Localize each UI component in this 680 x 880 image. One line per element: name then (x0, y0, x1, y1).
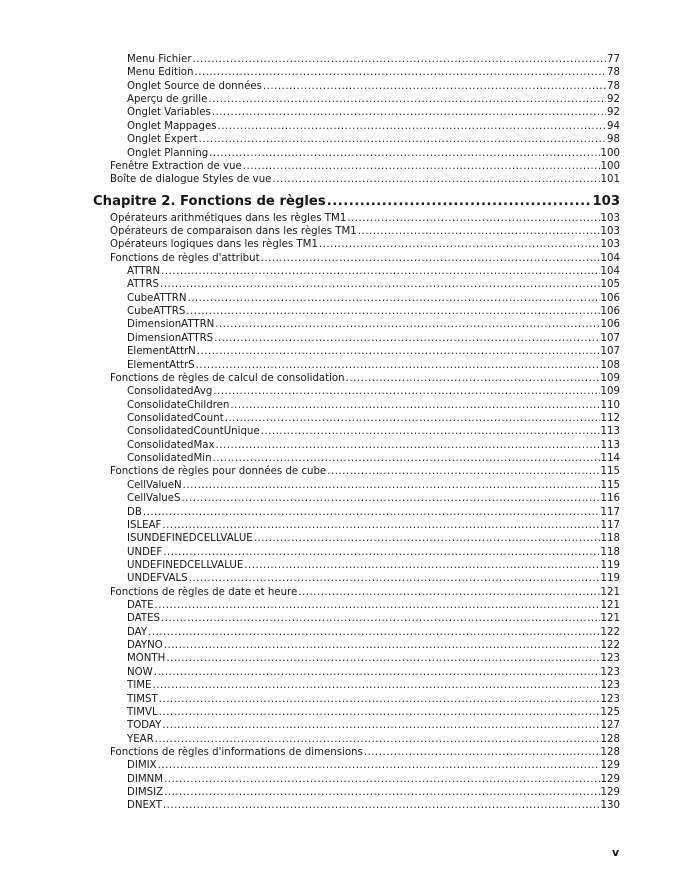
toc-entry-page: 123 (600, 666, 620, 678)
toc-entry-title: DB (127, 506, 142, 518)
toc-entry-page: 116 (600, 493, 620, 505)
dot-leader (215, 318, 599, 331)
dot-leader (159, 706, 600, 719)
toc-entry-title: ElementAttrN (127, 346, 196, 358)
dot-leader (364, 746, 600, 759)
toc-entry-page: 129 (600, 760, 620, 772)
toc-entry[interactable] (93, 106, 620, 119)
dot-leader (208, 93, 606, 106)
dot-leader (272, 173, 599, 186)
toc-entry-page: 112 (600, 412, 620, 424)
dot-leader (327, 193, 592, 211)
dot-leader (197, 345, 600, 358)
toc-entry[interactable] (93, 53, 620, 66)
toc-entry-title: CubeATTRN (127, 292, 187, 304)
dot-leader (199, 133, 606, 146)
dot-leader (196, 359, 600, 372)
dot-leader (161, 265, 599, 278)
toc-entry[interactable] (93, 706, 620, 719)
dot-leader (194, 66, 606, 79)
dot-leader (298, 586, 599, 599)
toc-entry[interactable] (93, 506, 620, 519)
toc-entry[interactable] (93, 599, 620, 612)
toc-entry-page: 114 (600, 453, 620, 465)
dot-leader (230, 399, 599, 412)
toc-entry-page: 98 (607, 134, 620, 146)
toc-entry-page: 121 (600, 586, 620, 598)
toc-entry-page: 109 (600, 386, 620, 398)
toc-entry[interactable] (93, 399, 620, 412)
toc-entry-title: MONTH (127, 653, 166, 665)
dot-leader (155, 733, 600, 746)
toc-entry-title: ISLEAF (127, 519, 162, 531)
toc-entry[interactable] (93, 425, 620, 438)
toc-entry[interactable] (93, 639, 620, 652)
toc-entry-title: UNDEF (127, 546, 163, 558)
dot-leader (162, 519, 599, 532)
table-of-contents (93, 53, 620, 813)
toc-entry-page: 125 (600, 706, 620, 718)
toc-entry-page: 106 (600, 306, 620, 318)
toc-entry-title: Fonctions de règles de date et heure (110, 586, 298, 598)
toc-entry-page: 92 (607, 94, 620, 106)
toc-entry-title: YEAR (127, 733, 154, 745)
toc-entry[interactable] (93, 212, 620, 225)
dot-leader (261, 425, 600, 438)
dot-leader (216, 439, 600, 452)
dot-leader (143, 506, 600, 519)
toc-entry[interactable] (93, 305, 620, 318)
dot-leader (163, 799, 600, 812)
toc-entry-page: 100 (600, 147, 620, 159)
toc-entry-title: Onglet Mappages (127, 120, 217, 132)
toc-entry-page: 104 (600, 266, 620, 278)
toc-entry-title: ConsolidateChildren (127, 399, 230, 411)
toc-entry[interactable] (93, 318, 620, 331)
toc-entry[interactable] (93, 332, 620, 345)
toc-entry[interactable] (93, 225, 620, 238)
toc-entry-title: DIMNM (127, 773, 164, 785)
dot-leader (254, 532, 600, 545)
toc-entry-title: Onglet Planning (127, 147, 209, 159)
toc-entry-page: 130 (600, 800, 620, 812)
dot-leader (183, 479, 600, 492)
toc-entry[interactable] (93, 252, 620, 265)
toc-entry-page: 106 (600, 319, 620, 331)
toc-entry-title: DATE (127, 600, 154, 612)
dot-leader (347, 212, 599, 225)
toc-entry-title: CubeATTRS (127, 306, 186, 318)
toc-entry-page: 121 (600, 600, 620, 612)
toc-entry-title: DAYNO (127, 640, 163, 652)
toc-entry[interactable] (93, 147, 620, 160)
toc-entry-title: Opérateurs logiques dans les règles TM1 (110, 239, 318, 251)
dot-leader (162, 719, 599, 732)
page-number: v (612, 846, 620, 859)
toc-entry-page: 109 (600, 372, 620, 384)
toc-entry[interactable] (93, 238, 620, 251)
toc-entry-page: 123 (600, 680, 620, 692)
toc-entry[interactable] (93, 799, 620, 812)
toc-entry[interactable] (93, 292, 620, 305)
toc-entry[interactable] (93, 265, 620, 278)
toc-entry-title: Onglet Variables (127, 107, 211, 119)
toc-entry-page: 122 (600, 626, 620, 638)
dot-leader (225, 412, 600, 425)
toc-entry-page: 115 (600, 479, 620, 491)
toc-entry-page: 119 (600, 559, 620, 571)
toc-entry-title: CellValueN (127, 479, 182, 491)
toc-entry-title: Fonctions de règles de calcul de consolidation (110, 372, 345, 384)
toc-entry-title: Fonctions de règles d'informations de dimensions (110, 746, 363, 758)
toc-entry-page: 121 (600, 613, 620, 625)
dot-leader (193, 53, 607, 66)
dot-leader (158, 759, 600, 772)
toc-entry[interactable] (93, 626, 620, 639)
toc-entry[interactable] (93, 519, 620, 532)
toc-entry-page: 107 (600, 332, 620, 344)
toc-entry-page: 92 (607, 107, 620, 119)
toc-entry[interactable] (93, 612, 620, 625)
dot-leader (164, 786, 599, 799)
dot-leader (218, 120, 607, 133)
dot-leader (163, 546, 599, 559)
toc-entry-title: DimensionATTRN (127, 319, 215, 331)
toc-entry-title: DNEXT (127, 800, 162, 812)
toc-entry-page: 103 (592, 193, 620, 209)
toc-entry-page: 103 (600, 225, 620, 237)
toc-entry-page: 106 (600, 292, 620, 304)
toc-entry-page: 129 (600, 787, 620, 799)
dot-leader (263, 80, 606, 93)
toc-entry-title: Aperçu de grille (127, 94, 208, 106)
toc-entry[interactable] (93, 439, 620, 452)
dot-leader (213, 452, 600, 465)
toc-entry-page: 117 (600, 506, 620, 518)
dot-leader (186, 305, 599, 318)
toc-entry[interactable] (93, 479, 620, 492)
toc-entry[interactable] (93, 452, 620, 465)
toc-entry-title: TIME (127, 680, 152, 692)
toc-entry-page: 127 (600, 720, 620, 732)
toc-entry-page: 107 (600, 346, 620, 358)
toc-entry[interactable] (93, 66, 620, 79)
toc-entry-page: 123 (600, 653, 620, 665)
toc-entry-title: Opérateurs de comparaison dans les règles TM1 (110, 225, 357, 237)
toc-entry-title: ElementAttrS (127, 359, 195, 371)
toc-entry-title: Opérateurs arithmétiques dans les règles TM1 (110, 212, 347, 224)
toc-entry-page: 103 (600, 212, 620, 224)
dot-leader (161, 612, 600, 625)
dot-leader (187, 292, 599, 305)
toc-entry-page: 100 (600, 160, 620, 172)
toc-entry-page: 122 (600, 640, 620, 652)
toc-entry-title: ConsolidatedCount (127, 412, 224, 424)
toc-entry[interactable] (93, 679, 620, 692)
toc-entry-title: ConsolidatedMax (127, 439, 215, 451)
toc-entry-title: Chapitre 2. Fonctions de règles (93, 193, 326, 209)
toc-entry[interactable] (93, 465, 620, 478)
toc-entry-title: Boîte de dialogue Styles de vue (110, 174, 272, 186)
toc-entry-page: 117 (600, 519, 620, 531)
toc-entry[interactable] (93, 532, 620, 545)
dot-leader (166, 652, 599, 665)
toc-entry[interactable] (93, 412, 620, 425)
toc-entry-title: TODAY (127, 720, 162, 732)
toc-entry-page: 118 (600, 546, 620, 558)
toc-entry[interactable] (93, 693, 620, 706)
toc-entry-title: Fonctions de règles d'attribut (110, 252, 260, 264)
dot-leader (261, 252, 600, 265)
toc-entry[interactable] (93, 93, 620, 106)
toc-entry-page: 78 (607, 80, 620, 92)
dot-leader (152, 679, 599, 692)
toc-entry-title: NOW (127, 666, 153, 678)
dot-leader (148, 626, 599, 639)
dot-leader (164, 639, 600, 652)
toc-entry[interactable] (93, 345, 620, 358)
toc-entry-page: 123 (600, 693, 620, 705)
toc-entry-page: 110 (600, 399, 620, 411)
toc-entry[interactable] (93, 492, 620, 505)
toc-entry-page: 104 (600, 252, 620, 264)
dot-leader (154, 666, 600, 679)
toc-entry-title: ATTRN (127, 266, 161, 278)
toc-entry[interactable] (93, 385, 620, 398)
toc-entry[interactable] (93, 652, 620, 665)
toc-entry[interactable] (93, 359, 620, 372)
toc-entry[interactable] (93, 786, 620, 799)
toc-entry-title: ConsolidatedAvg (127, 386, 213, 398)
toc-entry[interactable] (93, 666, 620, 679)
toc-entry-page: 128 (600, 733, 620, 745)
toc-entry-title: UNDEFINEDCELLVALUE (127, 559, 244, 571)
toc-entry-page: 105 (600, 279, 620, 291)
toc-entry-page: 113 (600, 426, 620, 438)
toc-entry[interactable] (93, 80, 620, 93)
toc-entry-title: ATTRS (127, 279, 159, 291)
toc-entry-title: UNDEFVALS (127, 573, 188, 585)
dot-leader (164, 773, 599, 786)
dot-leader (212, 106, 606, 119)
toc-entry-title: DAY (127, 626, 148, 638)
toc-entry[interactable] (93, 586, 620, 599)
dot-leader (159, 693, 600, 706)
toc-entry[interactable] (93, 759, 620, 772)
dot-leader (209, 147, 599, 160)
toc-entry-title: Menu Fichier (127, 54, 192, 65)
dot-leader (319, 238, 600, 251)
dot-leader (213, 385, 599, 398)
toc-entry-title: DIMIX (127, 760, 157, 772)
toc-entry-page: 119 (600, 573, 620, 585)
toc-entry-title: Menu Edition (127, 67, 194, 79)
toc-entry-page: 128 (600, 746, 620, 758)
toc-entry-page: 101 (600, 174, 620, 186)
toc-entry[interactable] (93, 372, 620, 385)
toc-entry[interactable] (93, 120, 620, 133)
toc-entry-title: CellValueS (127, 493, 181, 505)
toc-entry[interactable] (93, 133, 620, 146)
dot-leader (327, 465, 599, 478)
toc-entry[interactable] (93, 773, 620, 786)
toc-entry-title: ISUNDEFINEDCELLVALUE (127, 533, 253, 545)
dot-leader (155, 599, 600, 612)
toc-entry[interactable] (93, 719, 620, 732)
toc-entry[interactable] (93, 746, 620, 759)
toc-entry-title: ConsolidatedMin (127, 453, 212, 465)
toc-entry[interactable] (93, 173, 620, 186)
toc-entry-title: ConsolidatedCountUnique (127, 426, 260, 438)
toc-entry-title: DimensionATTRS (127, 332, 214, 344)
dot-leader (160, 278, 600, 291)
toc-entry-title: Onglet Expert (127, 134, 198, 146)
toc-entry-title: Fenêtre Extraction de vue (110, 160, 242, 172)
dot-leader (214, 332, 599, 345)
dot-leader (189, 572, 600, 585)
toc-entry-page: 78 (607, 67, 620, 79)
toc-entry[interactable] (93, 572, 620, 585)
toc-entry[interactable] (93, 559, 620, 572)
dot-leader (358, 225, 600, 238)
dot-leader (346, 372, 600, 385)
toc-entry-page: 108 (600, 359, 620, 371)
toc-entry-title: TIMST (127, 693, 158, 705)
dot-leader (243, 160, 600, 173)
toc-entry-title: TIMVL (127, 706, 158, 718)
dot-leader (244, 559, 599, 572)
toc-entry-title: Fonctions de règles pour données de cube (110, 466, 327, 478)
toc-entry-page: 94 (607, 120, 620, 132)
toc-entry-page: 115 (600, 466, 620, 478)
toc-entry-page: 129 (600, 773, 620, 785)
toc-entry[interactable] (93, 278, 620, 291)
toc-entry-page: 77 (607, 54, 620, 65)
toc-chapter-entry[interactable] (93, 193, 620, 211)
toc-entry-page: 113 (600, 439, 620, 451)
dot-leader (181, 492, 599, 505)
toc-entry[interactable] (93, 160, 620, 173)
toc-entry[interactable] (93, 546, 620, 559)
toc-entry-page: 118 (600, 533, 620, 545)
toc-entry-title: Onglet Source de données (127, 80, 262, 92)
toc-entry-page: 103 (600, 239, 620, 251)
toc-entry-title: DIMSIZ (127, 787, 164, 799)
toc-entry-title: DATES (127, 613, 160, 625)
toc-entry[interactable] (93, 733, 620, 746)
